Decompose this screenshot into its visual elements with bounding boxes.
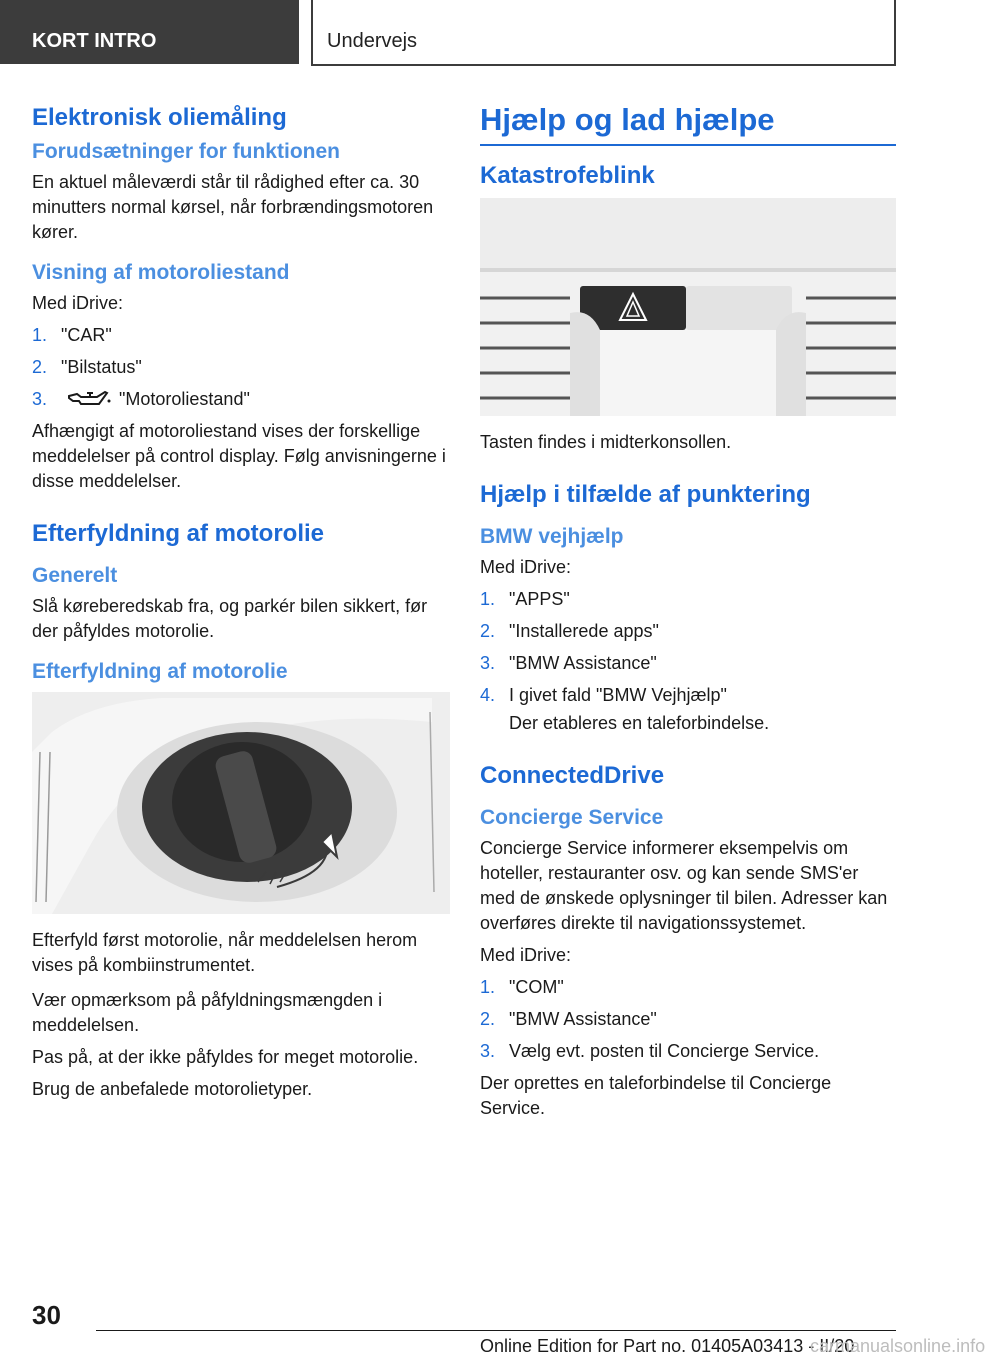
concierge-intro: Med iDrive: [480, 945, 572, 965]
section-title-oil-measurement: Elektronisk oliemåling [32, 104, 287, 131]
list-item: 2. "BMW Assistance" [480, 1009, 657, 1029]
refill-text-4: Brug de anbefalede motorolietyper. [32, 1079, 313, 1099]
list-item: 1. "APPS" [480, 589, 570, 609]
list-item: 3. Vælg evt. posten til Concierge Service. [480, 1041, 820, 1061]
list-item: 3. "BMW Assistance" [480, 653, 657, 673]
heading-bmw-roadside: BMW vejhjælp [480, 525, 624, 548]
heading-oil-refill: Efterfyldning af motorolie [32, 660, 288, 683]
section-title-connecteddrive: ConnectedDrive [480, 762, 665, 789]
heading-oil-level-display: Visning af motoroliestand [32, 261, 290, 284]
footer-divider [96, 1330, 896, 1331]
bmw-sub-text: Der etableres en taleforbindelse. [509, 713, 770, 733]
list-item: 1. "COM" [480, 977, 564, 997]
section-title-oil-refill: Efterfyldning af motorolie [32, 520, 325, 547]
bmw-intro: Med iDrive: [480, 557, 572, 577]
section-title-puncture: Hjælp i tilfælde af punktering [480, 481, 811, 508]
heading-general: Generelt [32, 564, 118, 587]
page-header [0, 0, 960, 66]
chapter-title-help: Hjælp og lad hjælpe [480, 102, 896, 146]
display-steps [32, 323, 450, 412]
page-number: 30 [32, 1300, 61, 1330]
heading-concierge: Concierge Service [480, 806, 664, 829]
hazard-text: Tasten findes i midterkonsollen. [480, 432, 732, 452]
list-item: 2. "Installerede apps" [480, 621, 659, 641]
watermark: carmanualsonline.info [810, 1336, 985, 1356]
display-text: Afhængigt af motoroliestand vises der forskellige meddelelser på control display. Følg anvisningerne i disse meddelelser. [32, 421, 446, 491]
refill-text-3: Pas på, at der ikke påfyldes for meget motorolie. [32, 1047, 419, 1067]
bmw-steps [480, 587, 896, 708]
refill-text-1: Efterfyld først motorolie, når meddelelsen herom vises på kombiinstrumentet. [32, 930, 418, 975]
list-item: 1. "CAR" [32, 325, 112, 345]
right-column [480, 100, 896, 1128]
refill-text-2: Vær opmærksom på påfyldningsmængden i meddelelsen. [32, 990, 383, 1035]
general-text: Slå køreberedskab fra, og parkér bilen sikkert, før der påfyldes motorolie. [32, 596, 428, 641]
concierge-outro: Der oprettes en taleforbindelse til Concierge Service. [480, 1073, 832, 1118]
list-item: 3. "Motoroliestand" [32, 389, 250, 409]
section-title-hazard: Katastrofeblink [480, 162, 655, 189]
concierge-text: Concierge Service informerer eksempelvis om hoteller, restauranter osv. og kan sende SMS'er med de ønskede oplysninger til bilen. Adresser kan overføres direkte til navigationssystemet. [480, 838, 888, 933]
edition-text: Online Edition for Part no. 01405A03413 - II/20 [480, 1336, 855, 1356]
oil-filler-cap-image [32, 692, 450, 914]
list-item: 4. I givet fald "BMW Vejhjælp" [480, 685, 727, 705]
oil-can-icon [67, 388, 111, 408]
display-intro: Med iDrive: [32, 293, 124, 313]
list-item: 2. "Bilstatus" [32, 357, 142, 377]
concierge-steps [480, 975, 896, 1064]
hazard-button-image [480, 198, 896, 416]
heading-prerequisites: Forudsætninger for funktionen [32, 140, 340, 163]
prerequisites-text: En aktuel måleværdi står til rådighed efter ca. 30 minutters normal kørsel, når forbrændingsmotoren kører. [32, 172, 434, 242]
left-column [32, 100, 450, 1109]
chapter-tab[interactable]: Undervejs [311, 0, 896, 66]
section-tab[interactable]: KORT INTRO [0, 0, 299, 64]
